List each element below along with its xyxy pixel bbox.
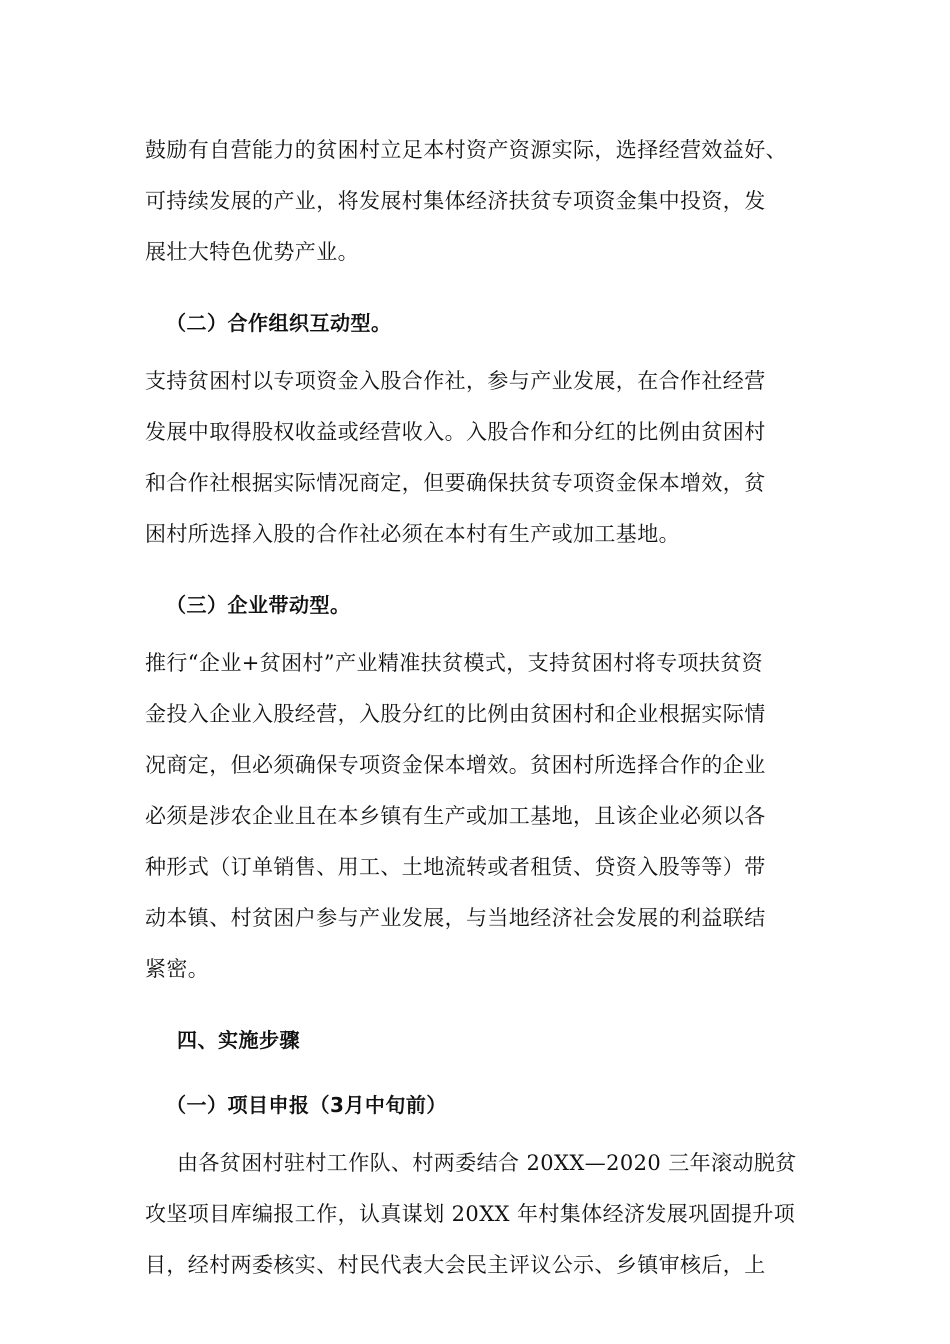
text-line: 发展中取得股权收益或经营收入。入股合作和分红的比例由贫困村 [145, 420, 766, 444]
text-line: 况商定，但必须确保专项资金保本增效。贫困村所选择合作的企业 [145, 753, 766, 777]
paragraph-3 [145, 638, 805, 995]
text-line: 攻坚项目库编报工作，认真谋划 20XX 年村集体经济发展巩固提升项 [145, 1202, 796, 1226]
document-page [145, 125, 805, 1291]
text-line: 展壮大特色优势产业。 [145, 240, 359, 264]
text-line: 鼓励有自营能力的贫困村立足本村资产资源实际，选择经营效益好、 [145, 138, 787, 162]
text-line: 和合作社根据实际情况商定，但要确保扶贫专项资金保本增效，贫 [145, 471, 766, 495]
text-line: 目，经村两委核实、村民代表大会民主评议公示、乡镇审核后，上 [145, 1253, 766, 1277]
text-line: 种形式（订单销售、用工、土地流转或者租赁、贷资入股等等）带 [145, 855, 766, 879]
paragraph-2 [145, 356, 805, 560]
subheading-enterprise: （三）企业带动型。 [166, 593, 351, 617]
paragraph-4 [145, 1138, 805, 1291]
text-line: 由各贫困村驻村工作队、村两委结合 20XX—2020 三年滚动脱贫 [177, 1151, 797, 1175]
text-line: 金投入企业入股经营，入股分红的比例由贫困村和企业根据实际情 [145, 702, 766, 726]
text-line: 可持续发展的产业，将发展村集体经济扶贫专项资金集中投资，发 [145, 189, 766, 213]
paragraph-1 [145, 125, 805, 278]
text-line: 推行“企业+贫困村”产业精准扶贫模式，支持贫困村将专项扶贫资 [145, 651, 764, 675]
text-line: 支持贫困村以专项资金入股合作社，参与产业发展，在合作社经营 [145, 369, 766, 393]
text-line: 动本镇、村贫困户参与产业发展，与当地经济社会发展的利益联结 [145, 906, 766, 930]
subheading-project-application: （一）项目申报（3月中旬前） [166, 1093, 447, 1117]
subheading-cooperative: （二）合作组织互动型。 [166, 311, 392, 335]
section-heading-steps: 四、实施步骤 [177, 1028, 300, 1052]
text-line: 必须是涉农企业且在本乡镇有生产或加工基地，且该企业必须以各 [145, 804, 766, 828]
text-line: 困村所选择入股的合作社必须在本村有生产或加工基地。 [145, 522, 680, 546]
text-line: 紧密。 [145, 957, 210, 981]
